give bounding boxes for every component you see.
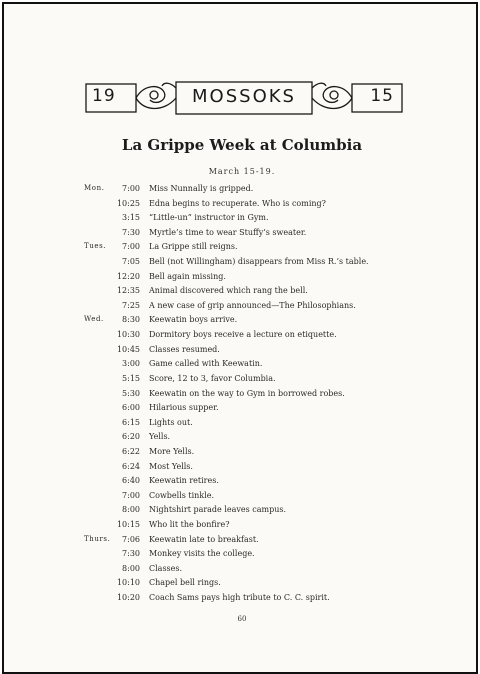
page-frame: [2, 2, 478, 674]
row-event: “Little-un” instructor in Gym.: [149, 213, 269, 223]
row-time: 7:06: [122, 534, 140, 544]
row-day: Mon.: [84, 184, 105, 192]
schedule-row: [4, 518, 480, 533]
row-time: 7:30: [122, 549, 140, 559]
row-event: Monkey visits the college.: [149, 549, 255, 559]
row-event: Dormitory boys receive a lecture on etiquette.: [149, 330, 337, 340]
row-time: 10:10: [116, 578, 140, 588]
banner-year-right: 15: [370, 86, 394, 106]
row-time: 7:00: [122, 490, 140, 500]
row-event: Miss Nunnally is gripped.: [149, 184, 254, 193]
row-event: Keewatin retires.: [149, 476, 219, 486]
schedule-row: [4, 240, 480, 255]
row-time: 6:24: [122, 461, 140, 471]
schedule-row: [4, 343, 480, 358]
row-event: More Yells.: [149, 446, 195, 456]
row-time: 7:25: [122, 300, 140, 310]
schedule-row: [4, 489, 480, 504]
row-day: Tues.: [84, 242, 107, 251]
row-event: Hilarious supper.: [149, 403, 219, 413]
schedule-row: [4, 591, 480, 606]
row-time: 6:22: [122, 446, 140, 456]
row-event: Bell again missing.: [149, 271, 226, 281]
row-time: 6:20: [122, 432, 140, 442]
row-time: 6:40: [122, 476, 140, 486]
schedule-row: [4, 372, 480, 387]
schedule-row: [4, 270, 480, 285]
row-time: 10:45: [116, 344, 140, 354]
row-time: 7:00: [122, 242, 140, 252]
row-time: 8:30: [122, 315, 140, 325]
row-event: Edna begins to recuperate. Who is coming?: [149, 198, 326, 208]
page-number: 60: [237, 615, 247, 623]
row-event: Yells.: [149, 432, 171, 442]
row-time: 3:15: [122, 213, 140, 223]
row-time: 12:20: [116, 271, 140, 281]
row-event: Score, 12 to 3, favor Columbia.: [149, 373, 276, 383]
row-time: 5:15: [122, 373, 140, 383]
schedule-row: [4, 211, 480, 226]
row-time: 8:00: [122, 505, 140, 515]
row-time: 8:00: [122, 563, 140, 573]
banner-title: MOSSOKS: [192, 86, 296, 107]
row-event: Nightshirt parade leaves campus.: [149, 505, 287, 515]
banner-year-left: 19: [92, 86, 116, 106]
yearbook-banner: [84, 78, 404, 118]
page-date: March 15-19.: [208, 167, 276, 176]
row-time: 5:30: [122, 388, 140, 398]
schedule-row: [4, 460, 480, 475]
row-time: 10:30: [116, 330, 140, 340]
row-event: Who lit the bonfire?: [149, 520, 230, 530]
row-event: Game called with Keewatin.: [149, 359, 263, 369]
row-time: 7:30: [122, 227, 140, 237]
page-title: La Grippe Week at Columbia: [121, 136, 363, 154]
row-time: 7:05: [122, 257, 140, 267]
schedule-row: [4, 576, 480, 591]
row-time: 12:35: [116, 286, 140, 296]
schedule-row: [4, 474, 480, 489]
row-time: 7:00: [122, 184, 140, 193]
schedule-row: [4, 562, 480, 577]
row-event: Animal discovered which rang the bell.: [149, 286, 308, 296]
row-event: Bell (not Willingham) disappears from Miss R.’s table.: [149, 257, 369, 267]
row-event: Most Yells.: [149, 461, 193, 471]
schedule-row: [4, 430, 480, 445]
row-event: Chapel bell rings.: [149, 578, 221, 588]
schedule-list: [4, 182, 480, 606]
row-event: Keewatin boys arrive.: [149, 315, 238, 325]
row-day: Thurs.: [84, 534, 111, 543]
schedule-row: [4, 503, 480, 518]
row-time: 10:25: [116, 198, 140, 208]
row-event: Classes.: [149, 563, 183, 573]
schedule-row: [4, 401, 480, 416]
row-event: Keewatin late to breakfast.: [149, 534, 259, 544]
schedule-row: [4, 328, 480, 343]
row-time: 6:15: [122, 417, 140, 427]
schedule-row: [4, 299, 480, 314]
row-event: Cowbells tinkle.: [149, 490, 215, 500]
schedule-row: [4, 197, 480, 212]
schedule-row: [4, 445, 480, 460]
row-event: Coach Sams pays high tribute to C. C. spirit.: [149, 593, 330, 603]
row-event: La Grippe still reigns.: [149, 242, 238, 252]
schedule-row: [4, 416, 480, 431]
schedule-row: [4, 182, 480, 197]
schedule-row: [4, 387, 480, 402]
row-time: 3:00: [122, 359, 140, 369]
schedule-row: [4, 547, 480, 562]
row-time: 10:20: [116, 593, 140, 603]
row-event: A new case of grip announced—The Philosophians.: [149, 300, 356, 310]
schedule-row: [4, 313, 480, 328]
schedule-row: [4, 357, 480, 372]
row-time: 10:15: [116, 520, 140, 530]
row-event: Myrtle’s time to wear Stuffy’s sweater.: [149, 227, 307, 237]
row-event: Keewatin on the way to Gym in borrowed robes.: [149, 388, 345, 398]
schedule-row: [4, 226, 480, 241]
schedule-row: [4, 533, 480, 548]
row-event: Lights out.: [149, 417, 193, 427]
row-time: 6:00: [122, 403, 140, 413]
schedule-row: [4, 255, 480, 270]
row-event: Classes resumed.: [149, 344, 220, 354]
row-day: Wed.: [84, 315, 104, 324]
schedule-row: [4, 284, 480, 299]
